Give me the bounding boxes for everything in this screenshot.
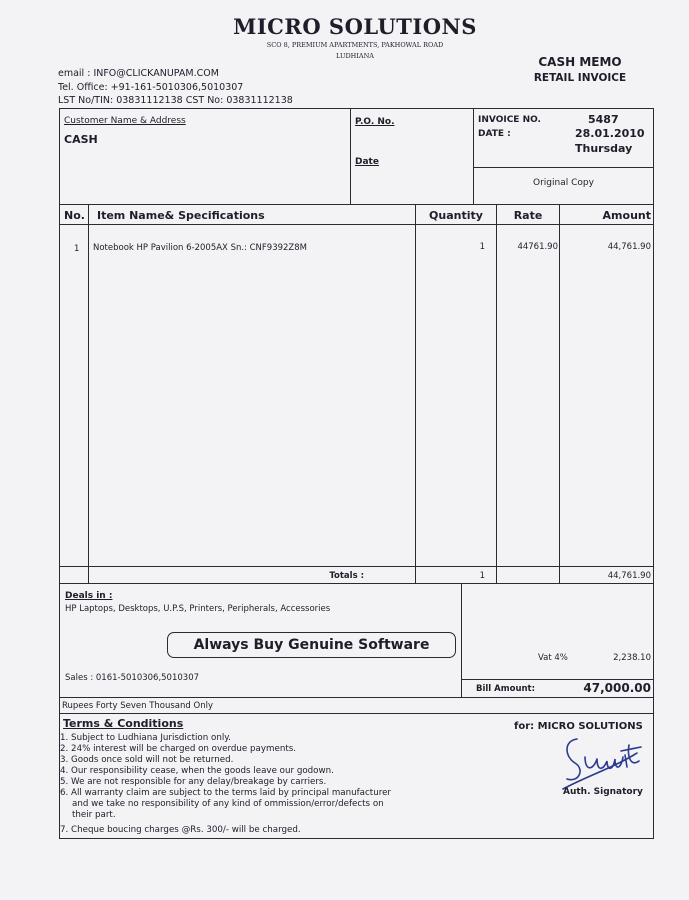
terms-list: [60, 733, 460, 836]
company-tax-ids: LST No/TIN: 03831112138 CST No: 03831112138: [58, 95, 293, 106]
divider-invoice-copy: [473, 167, 654, 168]
col-divider-item: [415, 204, 416, 583]
term-item: 5. We are not responsible for any delay/breakage by carriers.: [60, 777, 327, 787]
term-item: and we take no responsibility of any kind of ommission/error/defects on: [72, 799, 384, 809]
memo-subtitle: RETAIL INVOICE: [533, 72, 627, 84]
divider-po-invoice: [473, 108, 474, 204]
table-totals-top: [59, 566, 654, 567]
term-item: 3. Goods once sold will not be returned.: [60, 755, 234, 765]
for-company-label: for: MICRO SOLUTIONS: [514, 721, 643, 732]
invoice-day-value: Thursday: [575, 142, 633, 155]
customer-label: Customer Name & Address: [64, 116, 186, 126]
frame-left: [59, 108, 60, 839]
signature-mark: [555, 727, 645, 792]
bill-amount-value: 47,000.00: [583, 681, 651, 695]
header-amount: Amount: [602, 209, 651, 222]
term-item: 4. Our responsibility cease, when the goods leave our godown.: [60, 766, 334, 776]
company-address: SCO 8, PREMIUM APARTMENTS, PAKHOWAL ROAD: [266, 41, 444, 49]
totals-amount: 44,761.90: [607, 571, 651, 581]
deals-label: Deals in :: [65, 591, 113, 601]
invoice-date-value: 28.01.2010: [575, 127, 645, 140]
customer-name: CASH: [64, 133, 98, 146]
col-divider-rate: [559, 204, 560, 583]
col-divider-qty: [496, 204, 497, 583]
header-item: Item Name& Specifications: [97, 209, 265, 222]
term-item: 1. Subject to Ludhiana Jurisdiction only.: [60, 733, 231, 743]
frame-right: [653, 108, 654, 839]
term-item: 6. All warranty claim are subject to the terms laid by principal manufacturer: [60, 788, 391, 798]
vat-value: 2,238.10: [613, 653, 651, 663]
row-amount: 44,761.90: [607, 242, 651, 252]
invoice-no-value: 5487: [588, 113, 619, 126]
table-header-line: [59, 224, 654, 225]
frame-top: [59, 108, 654, 109]
row-no: 1: [74, 244, 80, 254]
amount-in-words: Rupees Forty Seven Thousand Only: [62, 701, 213, 711]
terms-title: Terms & Conditions: [63, 717, 184, 730]
totals-qty: 1: [479, 571, 485, 581]
table-top-line: [59, 204, 654, 205]
sales-phone: Sales : 0161-5010306,5010307: [65, 673, 200, 683]
term-item: their part.: [72, 810, 116, 820]
company-email: email : INFO@CLICKANUPAM.COM: [58, 68, 219, 79]
totals-label: Totals :: [329, 571, 364, 581]
row-qty: 1: [479, 242, 485, 252]
po-date-label: Date: [355, 157, 379, 167]
vat-label: Vat 4%: [538, 653, 568, 663]
row-rate: 44761.90: [517, 242, 558, 252]
memo-title: CASH MEMO: [538, 55, 622, 69]
bill-amount-label: Bill Amount:: [476, 684, 536, 694]
company-city: LUDHIANA: [336, 52, 374, 60]
copy-label: Original Copy: [533, 178, 594, 188]
bill-top-line: [461, 679, 654, 680]
company-phone: Tel. Office: +91-161-5010306,5010307: [58, 82, 244, 93]
term-item: 2. 24% interest will be charged on overdue payments.: [60, 744, 297, 754]
table-totals-bottom: [59, 583, 654, 584]
header-no: No.: [64, 209, 85, 222]
company-name: MICRO SOLUTIONS: [233, 14, 477, 39]
header-rate: Rate: [513, 209, 543, 222]
col-divider-no: [88, 204, 89, 583]
words-bottom-line: [59, 713, 654, 714]
slogan-box: Always Buy Genuine Software: [167, 632, 456, 658]
row-item: Notebook HP Pavilion 6-2005AX Sn.: CNF9392Z8M: [93, 243, 307, 253]
term-item: 7. Cheque boucing charges @Rs. 300/- will be charged.: [60, 825, 301, 835]
po-label: P.O. No.: [355, 117, 395, 127]
summary-divider: [461, 583, 462, 698]
header-quantity: Quantity: [429, 209, 483, 222]
auth-signatory-label: Auth. Signatory: [563, 787, 643, 797]
invoice-date-label: DATE :: [478, 129, 511, 139]
divider-customer-po: [350, 108, 351, 204]
bill-bottom-line: [59, 697, 654, 698]
invoice-no-label: INVOICE NO.: [478, 115, 541, 125]
deals-text: HP Laptops, Desktops, U.P.S, Printers, Peripherals, Accessories: [65, 604, 331, 614]
frame-bottom: [59, 838, 654, 839]
